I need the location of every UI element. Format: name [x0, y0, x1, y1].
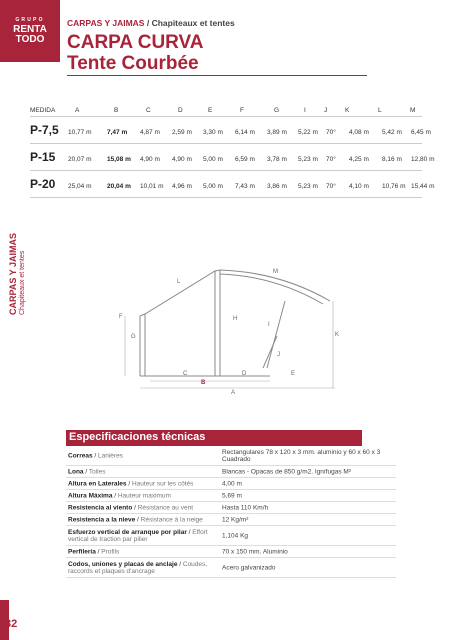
dimensions-table	[30, 105, 435, 198]
spec-label-es: Correas	[68, 452, 93, 459]
side-label-fr: Chapiteaux et tentes	[19, 250, 26, 315]
spec-label-es: Lona	[68, 468, 84, 475]
dimensions-value: 20,07 m	[68, 156, 92, 163]
dimensions-value: 4,96 m	[172, 183, 192, 190]
spec-label-separator: /	[112, 492, 118, 499]
spec-row	[66, 514, 396, 526]
spec-label	[68, 504, 218, 511]
dimensions-model: P-7,5	[30, 123, 59, 137]
dimensions-column-header: F	[240, 107, 244, 114]
dimensions-value: 6,45 m	[411, 129, 431, 136]
dimensions-value: 20,04 m	[107, 183, 131, 190]
dimensions-value: 15,44 m	[411, 183, 435, 190]
diagram-label-k: K	[335, 332, 340, 338]
dimensions-value: 70°	[326, 183, 336, 190]
dimensions-column-header: MEDIDA	[30, 107, 56, 114]
dimensions-value: 2,59 m	[172, 129, 192, 136]
spec-label-fr: Hauteur maximum	[117, 492, 171, 499]
brand-logo	[0, 0, 60, 62]
dimensions-value: 4,08 m	[349, 129, 369, 136]
logo-todo: TODO	[15, 34, 45, 45]
dimensions-value: 5,22 m	[298, 129, 318, 136]
page-number: 32	[5, 618, 18, 630]
logo-grupo: GRUPO	[15, 17, 45, 23]
spec-row	[66, 546, 396, 558]
dimensions-value: 4,10 m	[349, 183, 369, 190]
spec-label-separator: /	[83, 468, 89, 475]
spec-label	[68, 548, 218, 555]
spec-label-separator: /	[135, 516, 141, 523]
dimensions-value: 3,78 m	[267, 156, 287, 163]
category-es: CARPAS Y JAIMAS	[67, 18, 145, 28]
dimensions-value: 70°	[326, 129, 336, 136]
diagram-label-l: L	[177, 279, 181, 285]
spec-label-es: Esfuerzo vertical de arranque por pilar	[68, 528, 187, 536]
dimensions-value: 10,01 m	[140, 183, 164, 190]
side-label-es: CARPAS Y JAIMAS	[8, 232, 18, 315]
dimensions-value: 25,04 m	[68, 183, 92, 190]
dimensions-value: 4,90 m	[172, 156, 192, 163]
diagram-label-e: E	[291, 371, 296, 377]
dimensions-column-header: I	[304, 107, 306, 114]
spec-label	[68, 561, 218, 575]
spec-label-es: Altura Máxima	[68, 492, 113, 499]
diagram-label-b: B	[201, 380, 206, 386]
spec-label-fr: Résistance au vent	[137, 504, 194, 511]
diagram-roof-left	[140, 270, 220, 316]
spec-label-es: Perfilería	[68, 548, 96, 555]
spec-value: Blancas - Opacas de 850 g/m2. Ignífugas M²	[222, 468, 351, 475]
spec-label-separator: /	[126, 480, 132, 487]
diagram-label-a: A	[231, 390, 236, 396]
dimensions-value: 70°	[326, 156, 336, 163]
dimensions-column-header: C	[146, 107, 151, 114]
dimensions-header-row	[30, 105, 422, 117]
spec-value: 1,104 Kg	[222, 532, 249, 539]
spec-label	[68, 468, 218, 475]
spec-label	[68, 492, 218, 499]
spec-value: Rectangulares 78 x 120 x 3 mm. aluminio y 60 x 60 x 3 Cuadrado	[222, 448, 381, 463]
dimensions-value: 3,86 m	[267, 183, 287, 190]
spec-row	[66, 478, 396, 490]
dimensions-column-header: J	[324, 107, 328, 114]
spec-value: 5,69 m	[222, 492, 242, 499]
spec-value: 4,00 m	[222, 480, 242, 487]
spec-label	[68, 480, 218, 487]
spec-label-es: Resistencia al viento	[68, 504, 133, 511]
dimensions-value: 4,90 m	[140, 156, 160, 163]
dimensions-row	[30, 117, 431, 144]
page-title-fr: Tente Courbée	[67, 53, 199, 74]
title-divider	[67, 75, 367, 76]
dimensions-value: 12,80 m	[411, 156, 435, 163]
dimensions-value: 8,16 m	[382, 156, 402, 163]
dimensions-column-header: A	[75, 107, 80, 114]
dimensions-value: 5,42 m	[382, 129, 402, 136]
diagram-label-i: I	[268, 322, 270, 328]
spec-label-es: Altura en Laterales	[68, 480, 127, 487]
spec-label-separator: /	[92, 452, 98, 459]
category-fr: Chapiteaux et tentes	[151, 18, 235, 28]
spec-label	[68, 516, 218, 523]
spec-label-fr: Hauteur sur les côtés	[131, 480, 194, 487]
diagram-label-d: D	[242, 371, 247, 377]
diagram-strut	[267, 301, 285, 368]
spec-label-fr: Profils	[101, 548, 120, 555]
dimensions-value: 7,47 m	[107, 129, 128, 136]
spec-label-fr: Lanières	[98, 452, 123, 459]
spec-label-es: Resistencia a la nieve	[68, 516, 136, 523]
spec-label-separator: /	[186, 528, 193, 536]
dimensions-column-header: M	[410, 107, 416, 114]
dimensions-value: 5,23 m	[298, 183, 318, 190]
category-separator: /	[144, 18, 152, 28]
dimensions-value: 5,00 m	[203, 156, 223, 163]
diagram-label-m: M	[273, 269, 278, 275]
tent-diagram	[105, 256, 355, 401]
spec-value: 12 Kg/m²	[222, 516, 249, 523]
spec-row	[66, 558, 396, 578]
dimensions-value: 3,30 m	[203, 129, 223, 136]
diagram-label-g: G	[131, 334, 136, 340]
spec-value: 70 x 150 mm. Aluminio	[222, 548, 288, 555]
dimensions-column-header: K	[345, 107, 350, 114]
dimensions-row	[30, 171, 435, 198]
dimensions-column-header: G	[274, 107, 280, 114]
spec-row	[66, 526, 396, 546]
dimensions-row	[30, 144, 435, 171]
dimensions-value: 15,08 m	[107, 156, 131, 163]
spec-label-fr: Résistance à la neige	[140, 516, 203, 523]
dimensions-value: 7,43 m	[235, 183, 255, 190]
spec-row	[66, 446, 396, 466]
dimensions-value: 6,59 m	[235, 156, 255, 163]
specs-table	[66, 446, 396, 578]
logo-renta: RENTA	[13, 24, 47, 35]
diagram-label-j: J	[277, 352, 280, 358]
spec-label-fr: Coudes, raccords et plaques d'ancrage	[68, 560, 208, 575]
side-label	[2, 232, 46, 315]
dimensions-column-header: D	[178, 107, 183, 114]
diagram-roof-curve-inner	[220, 274, 323, 304]
spec-label	[68, 529, 218, 543]
spec-row	[66, 490, 396, 502]
spec-label-fr: Effort vertical de traction par pilier	[68, 528, 208, 543]
spec-label-separator: /	[95, 548, 102, 555]
spec-row	[66, 466, 396, 478]
dimensions-value: 4,25 m	[349, 156, 369, 163]
spec-value: Acero galvanizado	[222, 564, 276, 571]
diagram-label-f: F	[119, 314, 123, 320]
dimensions-model: P-15	[30, 150, 56, 164]
dimensions-column-header: B	[114, 107, 119, 114]
dimensions-value: 10,76 m	[382, 183, 406, 190]
section-category	[67, 18, 235, 28]
page-title-es: CARPA CURVA	[67, 32, 204, 53]
dimensions-value: 6,14 m	[235, 129, 255, 136]
dimensions-value: 4,87 m	[140, 129, 160, 136]
spec-value: Hasta 110 Km/h	[222, 504, 269, 511]
dimensions-column-header: E	[208, 107, 213, 114]
spec-label-es: Codos, uniones y placas de anclaje	[68, 560, 178, 568]
dimensions-model: P-20	[30, 177, 56, 191]
spec-label-separator: /	[132, 504, 138, 511]
diagram-strut-brace	[263, 336, 277, 368]
spec-label-fr: Toiles	[88, 468, 106, 475]
specs-title: Especificaciones técnicas	[66, 430, 362, 446]
spec-label-separator: /	[177, 560, 183, 568]
dimensions-value: 5,00 m	[203, 183, 223, 190]
dimensions-value: 5,23 m	[298, 156, 318, 163]
spec-label	[68, 452, 218, 459]
diagram-label-c: C	[183, 371, 188, 377]
diagram-label-h: H	[233, 316, 238, 322]
dimensions-value: 10,77 m	[68, 129, 92, 136]
dimensions-value: 3,89 m	[267, 129, 287, 136]
spec-row	[66, 502, 396, 514]
dimensions-column-header: L	[378, 107, 382, 114]
